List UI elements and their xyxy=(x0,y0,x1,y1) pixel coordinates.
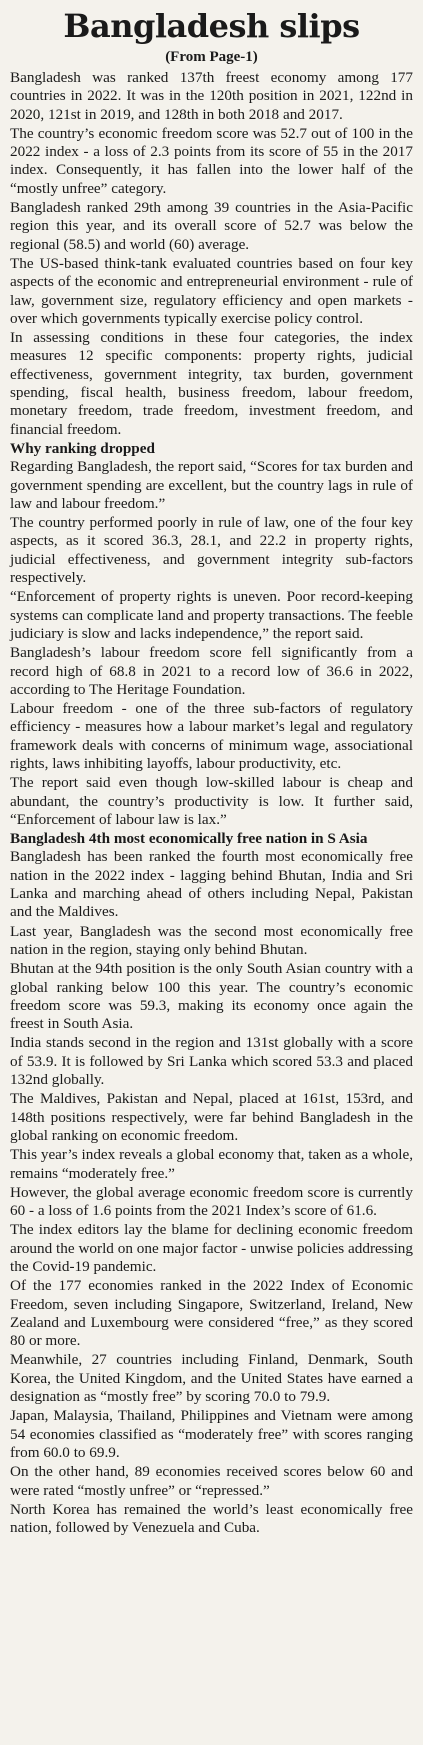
paragraph: Japan, Malaysia, Thailand, Philippines and Vietnam were among 54 economies classified as “moderately free” with scores ranging from 60.0 to 69.9. xyxy=(10,1407,413,1461)
paragraph: Of the 177 economies ranked in the 2022 Index of Economic Freedom, seven including Singapore, Switzerland, Ireland, New Zealand and Luxembourg were considered “free,” as they scored 80 or more. xyxy=(10,1277,413,1350)
article-body xyxy=(10,69,413,1537)
paragraph: Regarding Bangladesh, the report said, “Scores for tax burden and government spending are excellent, but the country lags in rule of law and labour freedom.” xyxy=(10,458,413,512)
paragraph: Meanwhile, 27 countries including Finland, Denmark, South Korea, the United Kingdom, and the United States have earned a designation as “mostly free” by scoring 70.0 to 79.9. xyxy=(10,1351,413,1406)
subheading: Why ranking dropped xyxy=(10,439,155,457)
headline: Bangladesh slips xyxy=(63,7,360,45)
paragraph: The country performed poorly in rule of law, one of the four key aspects, as it scored 36.3, 28.1, and 22.2 in property rights, judicial effectiveness, and government integrity sub-factors respectively. xyxy=(10,514,413,587)
paragraph: The US-based think-tank evaluated countries based on four key aspects of the economic and entrepreneurial environment - rule of law, government size, regulatory efficiency and open markets - over which governments typically exercise policy control. xyxy=(10,254,413,327)
paragraph: North Korea has remained the world’s least economically free nation, followed by Venezuela and Cuba. xyxy=(10,1500,413,1537)
subheading: Bangladesh 4th most economically free nation in S Asia xyxy=(10,830,368,848)
paragraph: This year’s index reveals a global economy that, taken as a whole, remains “moderately free.” xyxy=(10,1146,413,1182)
paragraph: Bangladesh ranked 29th among 39 countries in the Asia-Pacific region this year, and its overall score of 52.7 was below the regional (58.5) and world (60) average. xyxy=(10,199,413,253)
paragraph: Bhutan at the 94th position is the only South Asian country with a global ranking below 100 this year. The country’s economic freedom score was 59.3, making its economy once again the freest in South Asia. xyxy=(10,960,413,1033)
paragraph: The index editors lay the blame for declining economic freedom around the world on one major factor - unwise policies addressing the Covid-19 pandemic. xyxy=(10,1221,413,1275)
paragraph: On the other hand, 89 economies received scores below 60 and were rated “mostly unfree” or “repressed.” xyxy=(10,1463,413,1499)
paragraph: Labour freedom - one of the three sub-factors of regulatory efficiency - measures how a labour market’s legal and regulatory framework deals with concerns of minimum wage, associational rights, laws inhibiting layoffs, labour productivity, etc. xyxy=(10,700,413,772)
paragraph: In assessing conditions in these four categories, the index measures 12 specific components: property rights, judicial effectiveness, government integrity, tax burden, government spending, fiscal health, business freedom, labour freedom, monetary freedom, trade freedom, investment freedom, and financial freedom. xyxy=(10,329,413,438)
paragraph: Bangladesh’s labour freedom score fell significantly from a record high of 68.8 in 2021 to a record low of 36.6 in 2022, according to The Heritage Foundation. xyxy=(10,644,413,698)
paragraph: The Maldives, Pakistan and Nepal, placed at 161st, 153rd, and 148th positions respectively, were far behind Bangladesh in the global ranking on economic freedom. xyxy=(10,1090,413,1144)
paragraph: “Enforcement of property rights is uneven. Poor record-keeping systems can complicate land and property transactions. The feeble judiciary is slow and lacks independence,” the report said. xyxy=(10,588,413,642)
paragraph: The country’s economic freedom score was 52.7 out of 100 in the 2022 index - a loss of 2.3 points from its score of 55 in the 2017 index. Consequently, it has fallen into the lower half of the “mostly unfree” category. xyxy=(10,124,413,197)
paragraph: Bangladesh was ranked 137th freest economy among 177 countries in 2022. It was in the 120th position in 2021, 122nd in 2020, 121st in 2019, and 128th in both 2018 and 2017. xyxy=(10,69,413,123)
jump-note: (From Page-1) xyxy=(165,49,258,65)
paragraph: Bangladesh has been ranked the fourth most economically free nation in the 2022 index - lagging behind Bhutan, India and Sri Lanka and marching ahead of others including Nepal, Pakistan and the Maldives. xyxy=(10,848,413,921)
paragraph: However, the global average economic freedom score is currently 60 - a loss of 1.6 points from the 2021 Index’s score of 61.6. xyxy=(10,1183,413,1220)
paragraph: Last year, Bangladesh was the second most economically free nation in the region, staying only behind Bhutan. xyxy=(10,922,413,958)
paragraph: The report said even though low-skilled labour is cheap and abundant, the country’s productivity is low. It further said, “Enforcement of labour law is lax.” xyxy=(10,774,413,828)
paragraph: India stands second in the region and 131st globally with a score of 53.9. It is followed by Sri Lanka which scored 53.3 and placed 132nd globally. xyxy=(10,1034,413,1089)
